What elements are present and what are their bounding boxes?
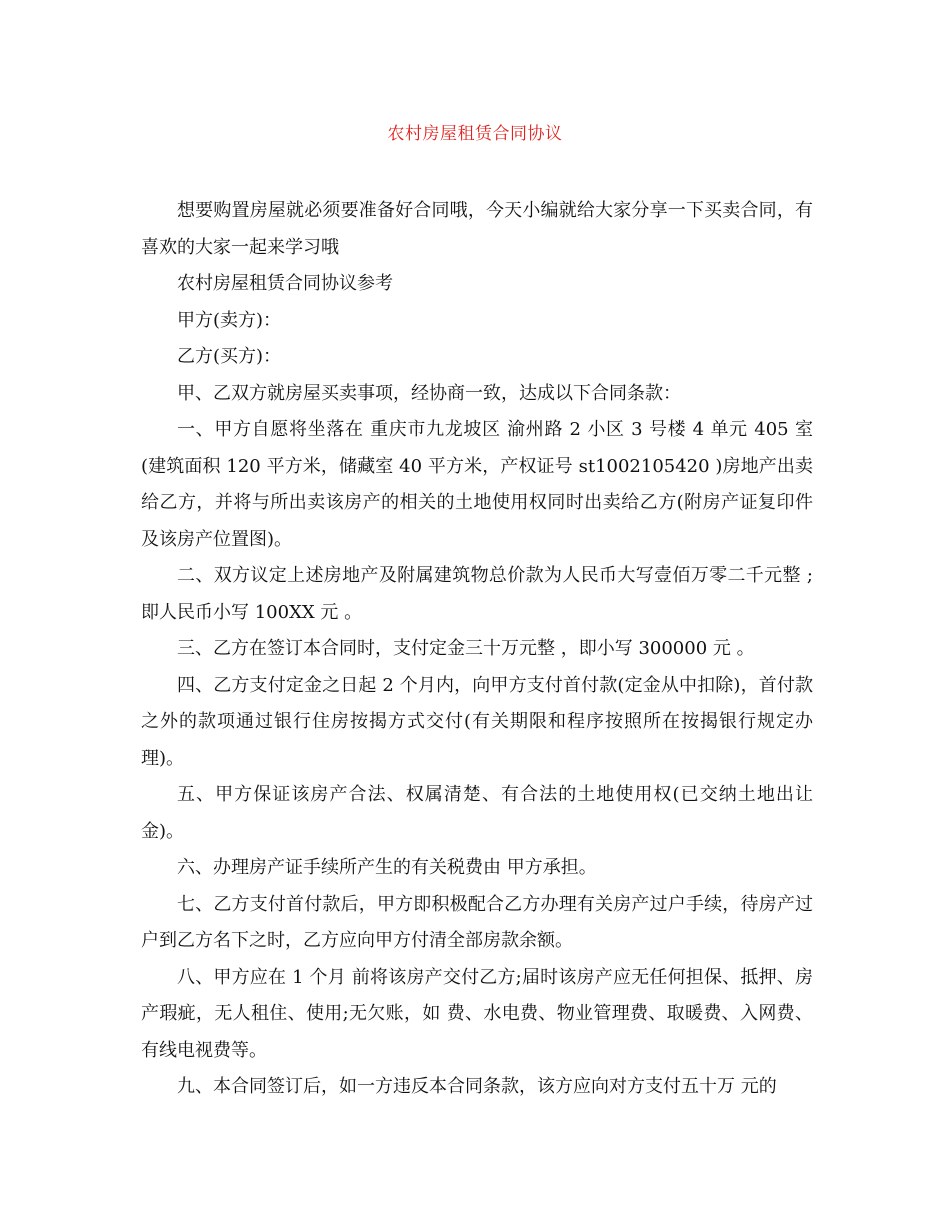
paragraph-agreement: 甲、乙双方就房屋买卖事项，经协商一致，达成以下合同条款： — [177, 382, 681, 404]
clause-7: 七、乙方支付首付款后，甲方即积极配合乙方办理有关房产过户手续，待房产过户到乙方名下之时，乙方应向甲方付清全部房款余额。 — [141, 893, 813, 951]
clause-5: 五、甲方保证该房产合法、权属清楚、有合法的土地使用权(已交纳土地出让金)。 — [141, 784, 813, 842]
document-body — [141, 193, 813, 1106]
clause-8: 八、甲方应在 1 个月 前将该房产交付乙方;届时该房产应无任何担保、抵押、房产瑕疵，无人租住、使用;无欠账，如 费、水电费、物业管理费、取暖费、入网费、有线电视费等。 — [141, 966, 813, 1061]
clause-2: 二、双方议定上述房地产及附属建筑物总价款为人民币大写壹佰万零二千元整 ;即人民币小写 100XX 元 。 — [141, 565, 813, 623]
clause-3: 三、乙方在签订本合同时，支付定金三十万元整 ，即小写 300000 元 。 — [177, 638, 755, 659]
clause-9: 九、本合同签订后，如一方违反本合同条款，该方应向对方支付五十万 元的 — [177, 1076, 777, 1097]
paragraph-subtitle: 农村房屋租赁合同协议参考 — [177, 273, 393, 294]
document-title: 农村房屋租赁合同协议 — [387, 124, 563, 144]
clause-4: 四、乙方支付定金之日起 2 个月内，向甲方支付首付款(定金从中扣除)，首付款之外的款项通过银行住房按揭方式交付(有关期限和程序按照所在按揭银行规定办理)。 — [141, 674, 813, 769]
paragraph-party-a: 甲方(卖方)： — [177, 309, 282, 331]
clause-1: 一、甲方自愿将坐落在 重庆市九龙坡区 渝州路 2 小区 3 号楼 4 单元 405 室(建筑面积 120 平方米，储藏室 40 平方米，产权证号 st1002105420 )房地产出卖给乙方，并将与所出卖该房产的相关的土地使用权同时出卖给乙方(附房产证复印件及该房产位置图)。 — [141, 419, 813, 550]
clause-6: 六、办理房产证手续所产生的有关税费由 甲方承担。 — [177, 857, 597, 878]
paragraph-intro: 想要购置房屋就必须要准备好合同哦，今天小编就给大家分享一下买卖合同，有喜欢的大家一起来学习哦 — [141, 200, 813, 258]
paragraph-party-b: 乙方(买方)： — [177, 346, 282, 367]
